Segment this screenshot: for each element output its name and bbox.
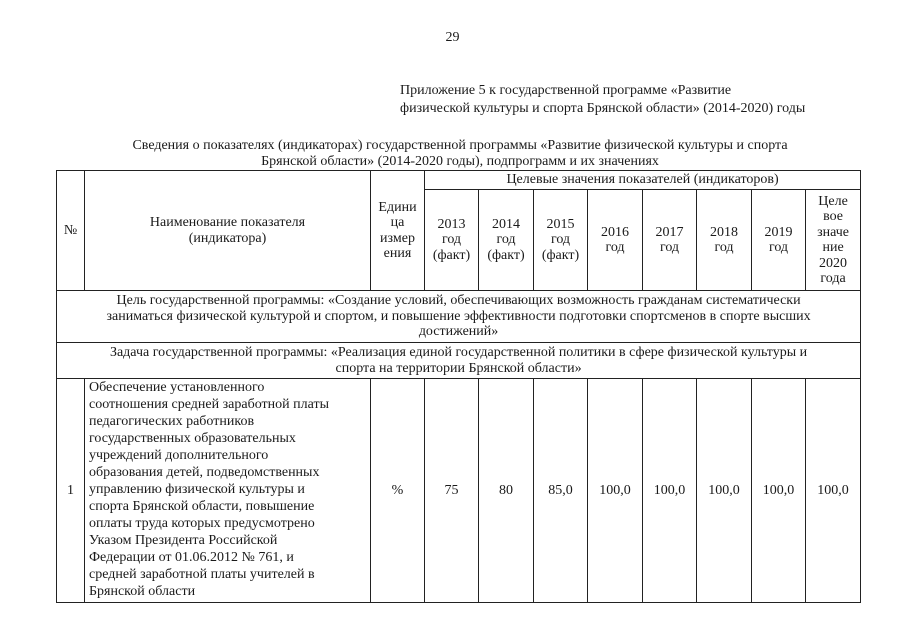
indicator-line: учреждений дополнительного: [89, 448, 269, 463]
value-2018: 100,0: [697, 379, 752, 603]
goal-line: заниматься физической культурой и спортом, и повышение эффективности подготовки спортсменов в спорте высших: [106, 308, 811, 324]
header-year-line: год: [714, 240, 734, 255]
row-indicator-name: [85, 379, 371, 603]
title-line: Сведения о показателях (индикаторах) государственной программы «Развитие физической культуры и спорта: [132, 138, 788, 153]
table-row: [57, 379, 861, 603]
value-2019: 100,0: [752, 379, 806, 603]
header-year-line: год: [605, 240, 625, 255]
header-year-line: год: [550, 232, 571, 248]
header-unit-line: Едини: [378, 199, 417, 215]
header-name: [85, 171, 371, 291]
indicator-line: Указом Президента Российской: [89, 533, 278, 548]
indicator-line: государственных образовательных: [89, 431, 296, 446]
task-line: спорта на территории Брянской области»: [335, 360, 582, 376]
header-year-line: год: [768, 240, 789, 255]
task-cell: [57, 343, 861, 379]
indicator-line: педагогических работников: [89, 414, 255, 429]
value-2013: 75: [425, 379, 479, 603]
header-num: №: [57, 171, 85, 291]
appendix-line: Приложение 5 к государственной программе «Развитие: [400, 83, 732, 98]
header-unit-line: измер: [380, 230, 415, 246]
header-year-line: 2013: [437, 216, 466, 232]
value-2016: 100,0: [588, 379, 643, 603]
header-name-line: Наименование показателя: [149, 215, 306, 230]
indicator-line: Брянской области: [89, 584, 196, 599]
header-year-2016: [588, 190, 643, 291]
header-year-line: год: [441, 232, 462, 248]
header-year-line: значе: [817, 224, 850, 240]
task-line: Задача государственной программы: «Реализация единой государственной политики в сфере физической культуры и: [109, 345, 808, 360]
document-title: [60, 138, 860, 170]
header-unit-line: ца: [390, 215, 405, 230]
row-num: 1: [57, 379, 85, 603]
goal-line: достижений»: [418, 324, 499, 340]
header-year-line: 2014: [492, 216, 520, 232]
title-line: Брянской области» (2014-2020 годы), подпрограмм и их значениях: [261, 154, 659, 169]
header-year-2013: [425, 190, 479, 291]
header-year-line: год: [659, 240, 680, 255]
value-2014: 80: [479, 379, 534, 603]
header-year-line: 2020: [819, 255, 848, 271]
header-year-line: вое: [823, 209, 843, 224]
indicator-line: оплаты труда которых предусмотрено: [89, 516, 315, 531]
value-2017: 100,0: [643, 379, 697, 603]
goal-cell: [57, 291, 861, 343]
header-year-line: (факт): [487, 247, 525, 263]
row-unit: %: [371, 379, 425, 603]
header-year-line: ние: [822, 240, 844, 255]
indicators-table: [56, 170, 861, 603]
header-row: [57, 171, 861, 190]
header-unit-line: ения: [383, 246, 412, 261]
header-year-2015: [534, 190, 588, 291]
indicator-line: Обеспечение установленного: [89, 380, 265, 395]
header-year-line: Целе: [818, 193, 848, 209]
header-year-line: 2015: [546, 216, 575, 232]
indicator-line: образования детей, подведомственных: [89, 465, 320, 480]
indicator-line: соотношения средней заработной платы: [89, 397, 329, 412]
header-year-line: (факт): [432, 247, 471, 263]
header-target-2020: [806, 190, 861, 291]
value-2015: 85,0: [534, 379, 588, 603]
goal-line: Цель государственной программы: «Создание условий, обеспечивающих возможность гражданам систематически: [116, 293, 801, 309]
header-year-line: года: [820, 271, 846, 286]
header-year-line: 2016: [601, 224, 629, 240]
header-unit: [371, 171, 425, 291]
header-year-2018: [697, 190, 752, 291]
header-year-line: (факт): [541, 247, 580, 263]
header-year-2014: [479, 190, 534, 291]
indicator-line: средней заработной платы учителей в: [89, 567, 315, 582]
header-year-2017: [643, 190, 697, 291]
indicator-line: спорта Брянской области, повышение: [89, 499, 315, 514]
header-target-group: Целевые значения показателей (индикаторов): [425, 171, 861, 190]
indicator-line: Федерации от 01.06.2012 № 761, и: [89, 550, 294, 565]
header-year-line: 2019: [764, 224, 793, 240]
appendix-line: физической культуры и спорта Брянской области» (2014-2020) годы: [400, 101, 806, 116]
header-year-line: год: [496, 232, 516, 248]
value-2020-target: 100,0: [806, 379, 861, 603]
indicator-line: управлению физической культуры и: [89, 482, 305, 497]
header-year-2019: [752, 190, 806, 291]
page-number: 29: [445, 30, 460, 45]
header-year-line: 2017: [655, 224, 684, 240]
goal-row: [57, 291, 861, 343]
header-name-line: (индикатора): [188, 230, 267, 246]
task-row: [57, 343, 861, 379]
appendix-note: [400, 82, 805, 118]
header-year-line: 2018: [710, 224, 738, 240]
